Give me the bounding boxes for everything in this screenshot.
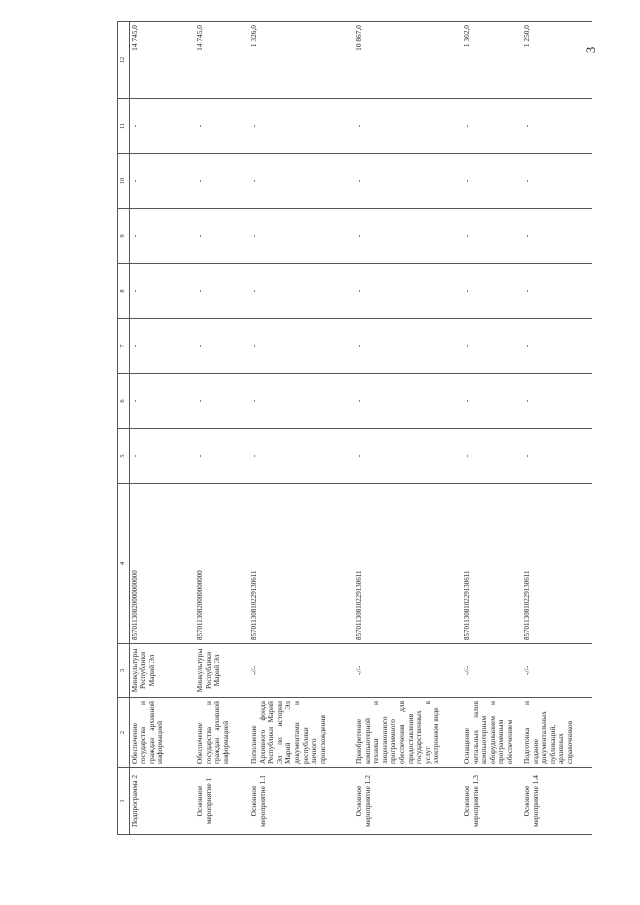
row-budget-code: 85701130820000000000 xyxy=(195,484,249,644)
row-description: Оснащение читальных залов компьютерным оборудованием и программным обеспечением xyxy=(462,698,522,768)
row-value: - xyxy=(354,429,462,484)
row-value: - xyxy=(249,99,354,154)
table-row xyxy=(354,22,462,835)
row-value: - xyxy=(195,319,249,374)
row-executor: -//- xyxy=(522,644,592,698)
row-executor: Минкультуры Республики Марий Эл xyxy=(195,644,249,698)
row-value: - xyxy=(522,429,592,484)
row-value: - xyxy=(354,319,462,374)
row-value: - xyxy=(462,264,522,319)
row-value: - xyxy=(129,99,195,154)
row-label: Подпрограмма 2 xyxy=(129,768,195,835)
row-total: 1 326,0 xyxy=(249,22,354,99)
row-value: - xyxy=(195,209,249,264)
row-value: - xyxy=(195,99,249,154)
row-label: Основное мероприятие 1.3 xyxy=(462,768,522,835)
header-cell: 4 xyxy=(118,484,130,644)
row-description: Приобретение компьютерной техники и лицензионного программного обеспечения для предоставления государственных услуг в электронном виде xyxy=(354,698,462,768)
row-total: 1 302,0 xyxy=(462,22,522,99)
header-cell: 6 xyxy=(118,374,130,429)
table-row xyxy=(195,22,249,835)
header-cell: 12 xyxy=(118,22,130,99)
row-value: - xyxy=(462,319,522,374)
row-value: - xyxy=(462,99,522,154)
row-budget-code: 85701130810229130611 xyxy=(354,484,462,644)
header-cell: 2 xyxy=(118,698,130,768)
row-value: - xyxy=(522,264,592,319)
row-value: - xyxy=(462,374,522,429)
header-cell: 3 xyxy=(118,644,130,698)
row-budget-code: 85701130810229130611 xyxy=(249,484,354,644)
table-row xyxy=(249,22,354,835)
header-cell: 5 xyxy=(118,429,130,484)
row-value: - xyxy=(249,154,354,209)
row-total: 10 867,0 xyxy=(354,22,462,99)
row-value: - xyxy=(249,374,354,429)
header-cell: 9 xyxy=(118,209,130,264)
row-value: - xyxy=(354,264,462,319)
row-value: - xyxy=(129,154,195,209)
header-cell: 8 xyxy=(118,264,130,319)
row-value: - xyxy=(195,264,249,319)
row-value: - xyxy=(462,154,522,209)
row-budget-code: 85701130810229130611 xyxy=(522,484,592,644)
table-body xyxy=(129,22,592,835)
row-description: Обеспечение государства и граждан архивной информацией xyxy=(195,698,249,768)
row-label: Основное мероприятие 1.1 xyxy=(249,768,354,835)
row-label: Основное мероприятие 1.4 xyxy=(522,768,592,835)
row-executor: Минкультуры Республики Марий Эл xyxy=(129,644,195,698)
row-value: - xyxy=(249,429,354,484)
row-value: - xyxy=(522,99,592,154)
row-value: - xyxy=(522,374,592,429)
row-value: - xyxy=(195,429,249,484)
row-value: - xyxy=(462,429,522,484)
row-value: - xyxy=(522,209,592,264)
row-total: 1 250,0 xyxy=(522,22,592,99)
row-value: - xyxy=(462,209,522,264)
row-value: - xyxy=(129,374,195,429)
page-number: 3 xyxy=(583,46,598,54)
row-value: - xyxy=(195,154,249,209)
row-value: - xyxy=(354,99,462,154)
row-value: - xyxy=(129,264,195,319)
row-description: Обеспечение государства и граждан архивной информацией xyxy=(129,698,195,768)
header-row xyxy=(118,22,130,835)
table-row xyxy=(522,22,592,835)
row-total: 14 745,0 xyxy=(129,22,195,99)
row-executor: -//- xyxy=(462,644,522,698)
row-value: - xyxy=(354,209,462,264)
row-budget-code: 85701130810229130611 xyxy=(462,484,522,644)
row-value: - xyxy=(354,154,462,209)
table-row xyxy=(129,22,195,835)
row-value: - xyxy=(129,209,195,264)
row-budget-code: 85701130820000000000 xyxy=(129,484,195,644)
row-total: 14 745,0 xyxy=(195,22,249,99)
row-label: Основное мероприятие 1 xyxy=(195,768,249,835)
row-value: - xyxy=(354,374,462,429)
row-label: Основное мероприятие 1.2 xyxy=(354,768,462,835)
row-executor: -//- xyxy=(249,644,354,698)
row-value: - xyxy=(129,429,195,484)
row-value: - xyxy=(522,154,592,209)
header-cell: 10 xyxy=(118,154,130,209)
row-value: - xyxy=(195,374,249,429)
row-value: - xyxy=(129,319,195,374)
row-value: - xyxy=(249,319,354,374)
header-cell: 7 xyxy=(118,319,130,374)
row-executor: -//- xyxy=(354,644,462,698)
table-row xyxy=(462,22,522,835)
row-value: - xyxy=(249,209,354,264)
row-value: - xyxy=(249,264,354,319)
row-description: Подготовка и издание документальных публикаций, архивных справочников xyxy=(522,698,592,768)
header-cell: 1 xyxy=(118,768,130,835)
budget-table xyxy=(117,21,592,835)
row-value: - xyxy=(522,319,592,374)
row-description: Пополнение Архивного фонда Республики Марий Эл по истории Марий Эл документами и республики личного происхождения xyxy=(249,698,354,768)
table-header xyxy=(118,22,130,835)
header-cell: 11 xyxy=(118,99,130,154)
